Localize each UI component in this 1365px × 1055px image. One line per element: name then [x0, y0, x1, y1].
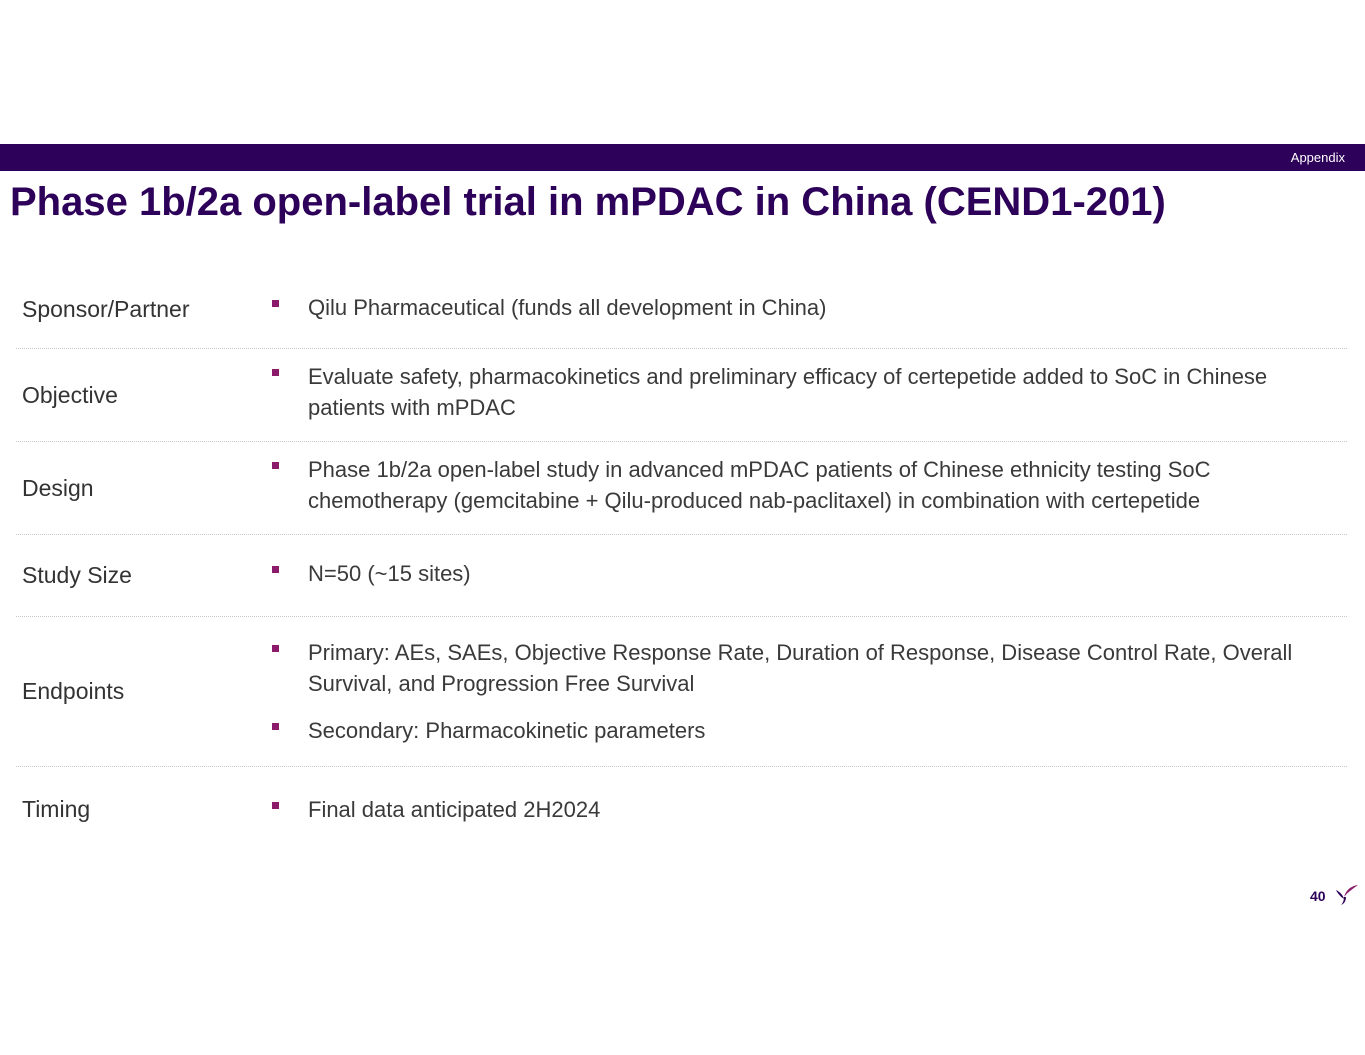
square-bullet-icon: [272, 723, 279, 730]
bullet-item: [270, 715, 1347, 746]
bullet-text: Qilu Pharmaceutical (funds all development in China): [308, 294, 827, 320]
row-body: [270, 637, 1347, 746]
bullet-text: Phase 1b/2a open-label study in advanced mPDAC patients of Chinese ethnicity testing SoC chemotherapy (gemcitabine + Qilu-produced nab-paclitaxel) in combination with certepetide: [308, 457, 1211, 513]
row-sponsor-partner: [16, 270, 1347, 349]
row-body: [270, 454, 1347, 516]
square-bullet-icon: [272, 566, 279, 573]
bullet-text: Evaluate safety, pharmacokinetics and preliminary efficacy of certepetide added to SoC in Chinese patients with mPDAC: [308, 364, 1268, 420]
bullet-item: [270, 361, 1347, 423]
row-objective: [16, 349, 1347, 442]
square-bullet-icon: [272, 369, 279, 376]
row-label: Design: [22, 474, 94, 501]
bullet-item: [270, 292, 1347, 323]
bullet-item: [270, 637, 1347, 699]
row-label: Endpoints: [22, 678, 125, 704]
row-study-size: [16, 535, 1347, 617]
header-band: [0, 144, 1365, 171]
square-bullet-icon: [272, 300, 279, 307]
row-label: Sponsor/Partner: [22, 295, 190, 322]
page-number: 40: [1310, 888, 1326, 904]
bullet-text: N=50 (~15 sites): [308, 561, 471, 586]
row-label: Timing: [22, 795, 91, 822]
square-bullet-icon: [272, 645, 279, 652]
row-body: [270, 558, 1347, 589]
row-endpoints: [16, 617, 1347, 767]
section-tag: Appendix: [1290, 150, 1345, 165]
bullet-item: [270, 558, 1347, 589]
row-body: [270, 794, 1347, 825]
page-title: Phase 1b/2a open-label trial in mPDAC in China (CEND1-201): [10, 180, 1166, 224]
bullet-text: Final data anticipated 2H2024: [308, 796, 601, 822]
row-label: Objective: [22, 381, 118, 408]
bullet-item: [270, 454, 1347, 516]
row-body: [270, 361, 1347, 423]
row-label: Study Size: [22, 562, 132, 588]
trial-info-table: [16, 270, 1347, 851]
square-bullet-icon: [272, 802, 279, 809]
row-design: [16, 442, 1347, 535]
bullet-item: [270, 794, 1347, 825]
leaf-logo-icon: [1335, 884, 1359, 906]
square-bullet-icon: [272, 462, 279, 469]
row-body: [270, 292, 1347, 323]
bullet-text: Secondary: Pharmacokinetic parameters: [308, 718, 706, 743]
bullet-text: Primary: AEs, SAEs, Objective Response Rate, Duration of Response, Disease Control Rate, Overall Survival, and Progression Free Survival: [308, 640, 1293, 696]
row-timing: [16, 767, 1347, 851]
